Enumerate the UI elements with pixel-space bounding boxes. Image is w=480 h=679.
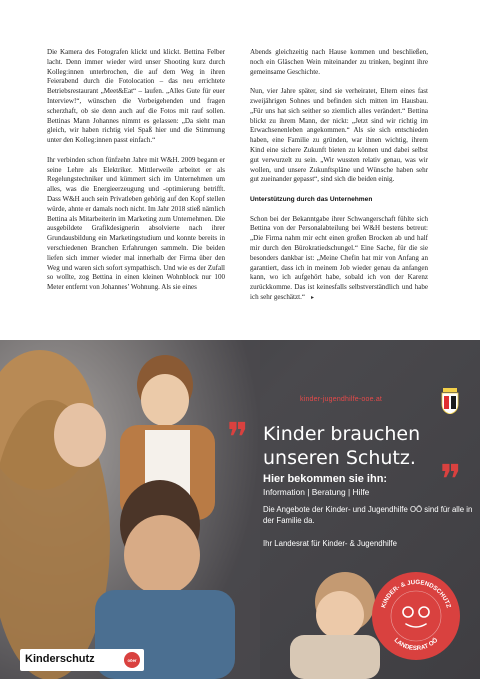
article-end-mark: ▸ bbox=[310, 294, 314, 301]
article-paragraph: Nun, vier Jahre später, sind sie verheiratet, Eltern eines fast zweijährigen Sohnes und befinden sich mitten im Hausbau. „Für uns hat sich seither so ziemlich alles verändert.“ Bettina blickt zu ihrem Mann, der nickt: „Jetzt sind wir richtig im Erwachsenenleben angekommen.“ Als sie sich entschieden haben, eine Familie zu gründen, war ihnen wichtig, ihrem Kind eine sichere Zukunft bieten zu können und dabei selbst gut verwurzelt zu sein. „Wir wussten relativ genau, was wir wollen, und unsere Zukunftspläne und Wünsche haben sehr gut zueinander gepasst“, sind sich die beiden einig. bbox=[250, 87, 428, 184]
section-text: Schon bei der Bekanntgabe ihrer Schwangerschaft fühlte sich Bettina von der Personalabteilung bei W&H bestens betreut: „Die Firma nahm mir echt einen großen Brocken ab und half mir durch den Bürokratiedschungel.“ Eine Sache, für die sie besonders dankbar ist: „Meine Chefin hat mir von Anfang an garantiert, dass ich in meinem Job wieder genau da anfangen kann, wo ich aufgehört habe, sobald ich von der Karenz zurückkomme. Das ist keinesfalls selbstverständlich und habe ich sehr geschätzt.“ bbox=[250, 214, 428, 301]
seal-bottom-text: LANDESRAT OÖ bbox=[392, 636, 440, 653]
ad-services: Information | Beratung | Hilfe bbox=[263, 487, 370, 497]
kinderschutz-advertisement bbox=[0, 340, 480, 679]
logo-mark-text: oöer bbox=[127, 658, 137, 663]
jugendschutz-seal bbox=[370, 570, 462, 662]
kinderschutz-logo bbox=[20, 649, 144, 671]
quote-mark-left-icon: ❞ bbox=[227, 415, 249, 461]
article-paragraph bbox=[250, 215, 428, 304]
logo-text: Kinderschutz bbox=[25, 653, 95, 665]
quote-mark-right-icon: ❞ bbox=[440, 457, 462, 503]
article-column-right bbox=[250, 48, 428, 314]
ad-description: Die Angebote der Kinder- und Jugendhilfe OÖ sind für alle in der Familie da. bbox=[263, 505, 473, 525]
article-column-left bbox=[47, 48, 225, 303]
article-paragraph: Die Kamera des Fotografen klickt und klickt. Bettina Felber lacht. Denn immer wieder wird unser Shooting kurz durch Kolleg:innen unterbrochen, die auf dem Weg in ihren Feierabend durch die Fotolocation – das neu errichtete Betriebsrestaurant „Meet&Eat“ – laufen. „Alles Gute für euer Interview!“, wünschen die Vorbeigehenden und fragen scherzhaft, ob sie denn auch auf die Fotos mit rauf sollen. Bettinas Mann Johannes nimmt es gelassen: „Da sieht man gleich, wir haben richtig viel Spaß hier und die Stimmung unter den Kolleg:innen passt einfach.“ bbox=[47, 48, 225, 145]
seal-top-text: KINDER- & JUGENDSCHUTZ bbox=[380, 578, 452, 609]
ad-subheading: Hier bekommen sie ihn: bbox=[263, 473, 388, 485]
ad-headline: Kinder brauchen unseren Schutz. bbox=[263, 423, 421, 469]
website-url[interactable]: kinder-jugendhilfe-ooe.at bbox=[300, 396, 383, 403]
ad-signature: Ihr Landesrat für Kinder- & Jugendhilfe bbox=[263, 539, 397, 548]
section-heading: Unterstützung durch das Unternehmen bbox=[250, 195, 373, 203]
ooe-logo-icon bbox=[124, 652, 140, 668]
upper-austria-crest-icon bbox=[440, 388, 460, 414]
article-paragraph: Abends gleichzeitig nach Hause kommen und beschließen, noch ein Gläschen Wein miteinander zu trinken, beginnt ihre gemeinsame Geschichte. bbox=[250, 48, 428, 76]
article-paragraph: Ihr verbinden schon fünfzehn Jahre mit W&H. 2009 begann er seine Lehre als Elektriker. Mittlerweile arbeitet er als Regelungstechniker und kümmert sich im Unternehmen um alles, was die Energieerzeugung und -optimierung betrifft. Dass W&H auch sein Privatleben gehörig auf den Kopf stellen würde, ahnte er damals noch nicht. Im Jahr 2018 stieß nämlich Bettina als Mitarbeiterin im Marketing zum Unternehmen. Die ausgebildete Grafikdesignerin absolvierte nach ihrer Grundausbildung ein Marketingstudium und konnte bereits in verschiedenen Branchen Erfahrungen sammeln. Die beiden liefen sich immer wieder mal innerhalb der Firma über den Weg und waren sich sofort sympathisch. Und wie es der Zufall so wollte, zog Bettina in einen kleinen Wohnblock nur 100 Meter entfernt von Johannes’ Wohnung. Als sie eines bbox=[47, 155, 225, 292]
